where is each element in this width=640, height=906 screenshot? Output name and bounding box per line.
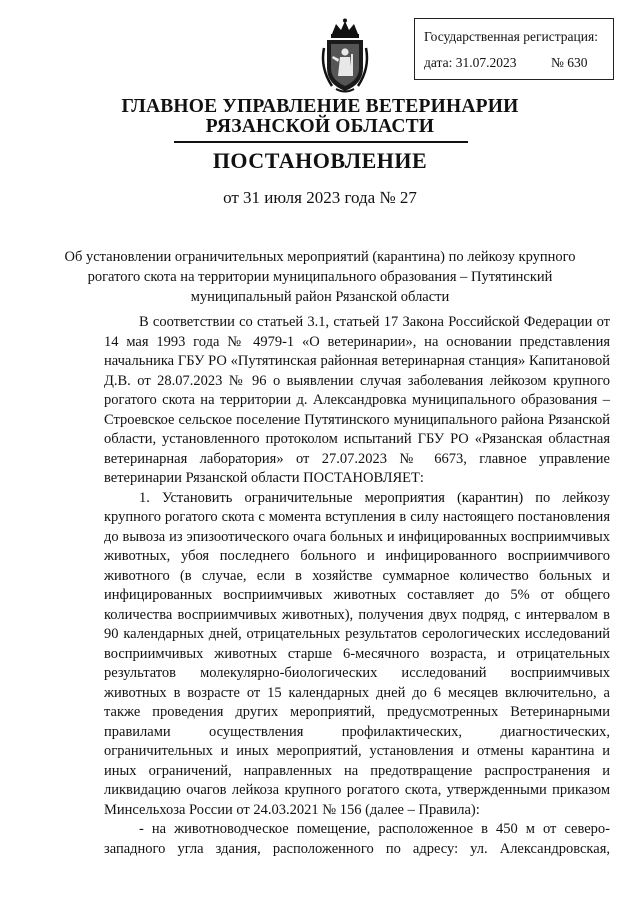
document-body [104,313,610,859]
organization-name-line1: ГЛАВНОЕ УПРАВЛЕНИЕ ВЕТЕРИНАРИИ [121,96,519,117]
document-type-title: ПОСТАНОВЛЕНИЕ [212,148,428,173]
coat-of-arms-icon [318,18,372,94]
registration-stamp [414,18,614,80]
registration-date: дата: 31.07.2023 [424,55,517,70]
document-date-number: от 31 июля 2023 года № 27 [223,188,417,207]
header-divider [174,141,468,143]
registration-title: Государственная регистрация: [424,29,598,44]
registration-number: № 630 [551,55,588,70]
document-subject: Об установлении ограничительных мероприятий (карантина) по лейкозу крупного рогатого скота на территории муниципального образования – Путятинский муниципальный район Рязанской области [64,249,576,305]
paragraph-preamble: В соответствии со статьей 3.1, статьей 17 Закона Российской Федерации от 14 мая 1993 года № 4979-1 «О ветеринарии», на основании представления начальника ГБУ РО «Путятинская районная ветеринарная станция» Капитановой Д.В. от 28.07.2023 № 96 о выявлении случая заболевания лейкозом крупного рогатого скота на территории д. Александровка муниципального образования – Строевское сельское поселение Путятинского муниципального района Рязанской области, установленного протоколом испытаний ГБУ РО «Рязанская областная ветеринарная лаборатория» от 27.07.2023 № 6673, главное управление ветеринарии Рязанской области ПОСТАНОВЛЯЕТ: [104,314,610,486]
paragraph-clause-1-item: - на животноводческое помещение, расположенное в 450 м от северо-западного угла здания, расположенного по адресу: ул. Александровская, [104,821,610,857]
paragraph-clause-1: 1. Установить ограничительные мероприятия (карантин) по лейкозу крупного рогатого скота с момента вступления в силу настоящего постановления до вывоза из эпизоотического очага больных и инфицированных восприимчивых животных, убоя последнего больного и инфицированного восприимчивого животного (в случае, если в хозяйстве суммарное количество больных и инфицированных восприимчивых животных составляет до 5% от общего количества восприимчивых животных), получения двух подряд, с интервалом в 90 календарных дней, отрицательных результатов серологических исследований восприимчивых животных старше 6-месячного возраста, и отрицательных результатов молекулярно-биологических исследований восприимчивых животных в возрасте от 15 календарных дней до 6 месяцев включительно, а также проведения других мероприятий, предусмотренных Ветеринарными правилами осуществления профилактических, диагностических, ограничительных и иных мероприятий, установления и отмены карантина и иных ограничений, направленных на предотвращение распространения и ликвидацию очагов лейкоза крупного рогатого скота, утвержденными приказом Минсельхоза России от 24.03.2021 № 156 (далее – Правила): [104,489,610,818]
organization-name-line2: РЯЗАНСКОЙ ОБЛАСТИ [205,116,435,137]
